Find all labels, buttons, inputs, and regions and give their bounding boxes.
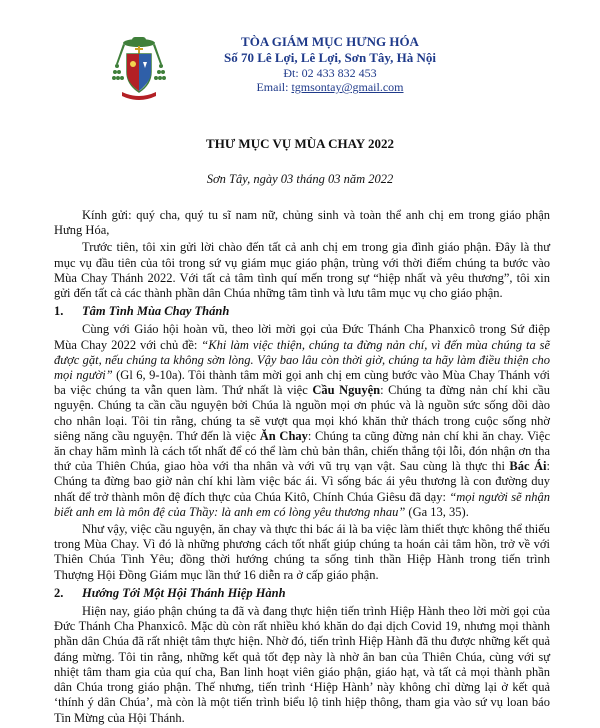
s1p1-text-f: (Ga 13, 35). xyxy=(405,504,469,519)
date-line: Sơn Tây, ngày 03 tháng 03 năm 2022 xyxy=(206,172,394,186)
section-2-heading xyxy=(54,586,550,601)
org-name: TÒA GIÁM MỤC HƯNG HÓA xyxy=(241,34,419,49)
s1p1-text-d: : Chúng ta cũng đừng nản chí khi ăn chay. Việc ăn chay hãm mình là cách tốt nhất để có thể làm chủ bản thân, chiến thắng tội lỗi, đón nhận ơn tha thứ của Thiên Chúa, giao hòa với tha nhân và với vũ trụ vạn vật. Sau cùng là thực thi xyxy=(54,428,550,474)
keyword-charity: Bác Ái xyxy=(509,459,547,474)
s1p1-text-b: (Gl 6, 9-10a). Tôi thành tâm mời gọi anh chị em cùng bước vào Mùa Chay Thánh với ba việc chúng ta vẫn quen làm. Thứ nhất là việc xyxy=(54,368,551,398)
intro-paragraph: Trước tiên, tôi xin gửi lời chào đến tất cả anh chị em trong gia đình giáo phận. Đây là thư mục vụ đầu tiên của tôi trong sứ vụ giám mục giáo phận, trùng với thời điểm chúng ta bước vào Mùa Chay Thánh 2022. Với tất cả tâm tình quí mến trong sự “hiệp nhất và yêu thương”, tôi xin gửi đến tất cả các thành phần dân Chúa những tâm tình và lưu tâm mục vụ cho giáo phận. xyxy=(54,240,550,301)
keyword-prayer: Cầu Nguyện xyxy=(312,383,381,398)
org-address: Số 70 Lê Lợi, Lê Lợi, Sơn Tây, Hà Nội xyxy=(223,50,437,65)
section-1-paragraph-2: Như vậy, việc cầu nguyện, ăn chay và thực thi bác ái là ba việc làm thiết thực không thể thiếu trong Mùa Chay. Vì đó là những phương cách tốt nhất giúp chúng ta hoán cải tâm hồn, trở về với Thiên Chúa Tình Yêu; đồng thời hướng chúng ta sống tinh thần Hiệp Hành trong tiến trình Thượng Hội Đồng Giám mục lần thứ 16 diễn ra ở cấp giáo phận. xyxy=(54,522,550,582)
section-2-number: 2. xyxy=(54,585,64,600)
section-1-paragraph-1 xyxy=(54,322,550,520)
section-2-paragraph-1: Hiện nay, giáo phận chúng ta đã và đang thực hiện tiến trình Hiệp Hành theo lời mời gọi của Đức Thánh Cha Phanxicô. Mặc dù còn rất nhiều khó khăn do đại dịch Covid 19, nhưng mọi thành phần dân Chúa đã rất nhiệt tâm thực hiện. Nhờ đó, tiến trình Hiệp Hành đã thu được những kết quả đáng mừng. Tôi tin rằng, những kết quả tốt đẹp này là nhờ ân ban của Thiên Chúa, cùng với sự nhiệt tâm tham gia của quí cha, Ban linh hoạt viên giáo phận, giáo hạt, và tất cả mọi thành phần dân Chúa trong giáo phận. Thế nhưng, tiến trình ‘Hiệp Hành’ này không chỉ dừng lại ở kết quả ‘thính ý dân Chúa’, mà còn là một tiến trình biểu lộ tinh hiệp thông, tham gia vào sứ vụ loan báo Tin Mừng của Hội Thánh. xyxy=(54,604,550,725)
section-2-title: Hướng Tới Một Hội Thánh Hiệp Hành xyxy=(82,585,286,600)
email-label: Email: xyxy=(256,80,292,94)
org-phone: Đt: 02 433 832 453 xyxy=(283,66,377,80)
keyword-fasting: Ăn Chay xyxy=(259,428,308,443)
greeting: Kính gửi: quý cha, quý tu sĩ nam nữ, chủng sinh và toàn thể anh chị em trong giáo phận Hưng Hóa, xyxy=(54,208,550,238)
document-title: THƯ MỤC VỤ MÙA CHAY 2022 xyxy=(206,136,394,151)
section-1-number: 1. xyxy=(54,304,64,319)
s1p1-text-e: : Chúng ta đừng bao giờ nản chí khi làm việc bác ái. Vì sống bác ái yêu thương là con đường duy nhất để trở thành môn đệ đích thực của Chúa Kitô, Chính Chúa Giêsu đã dạy: xyxy=(54,459,550,504)
letterhead-text xyxy=(168,34,492,94)
episcopal-coat-of-arms-icon xyxy=(112,34,166,100)
s1p1-text-a: Cùng với Giáo hội hoàn vũ, theo lời mời gọi của Đức Thánh Cha Phanxicô trong Sứ điệp Mùa Chay 2022 với chủ đề: xyxy=(54,322,550,352)
email-link[interactable]: tgmsontay@gmail.com xyxy=(291,80,404,94)
s1p1-quote: “Khi làm việc thiện, chúng ta đừng nản chí, vì đến mùa chúng ta sẽ được gặt, nếu chúng ta không sờn lòng. Vậy bao lâu còn thời giờ, chúng ta hãy làm điều thiện cho mọi người” xyxy=(54,337,551,383)
org-email-line xyxy=(168,80,492,94)
section-1-title: Tâm Tình Mùa Chay Thánh xyxy=(82,304,230,319)
s1p1-quote-2: “mọi người sẽ nhận biết anh em là môn đệ của Thầy: là anh em có lòng yêu thương nhau” xyxy=(54,489,550,519)
section-1-heading xyxy=(54,304,550,319)
letter-body xyxy=(54,208,550,728)
letterhead xyxy=(112,34,492,104)
s1p1-text-c: : Chúng ta đừng nản chí khi cầu nguyện. Chúng ta cần cầu nguyện bởi Chúa là nguồn mọi ơn phúc và là nguồn sức sống dồi dào cho nhân loại. Tôi tin rằng, chúng ta sẽ vượt qua mọi khó khăn thử thách trong cuộc sống nhờ siêng năng cầu nguyện. Thứ đến là việc xyxy=(54,383,550,443)
